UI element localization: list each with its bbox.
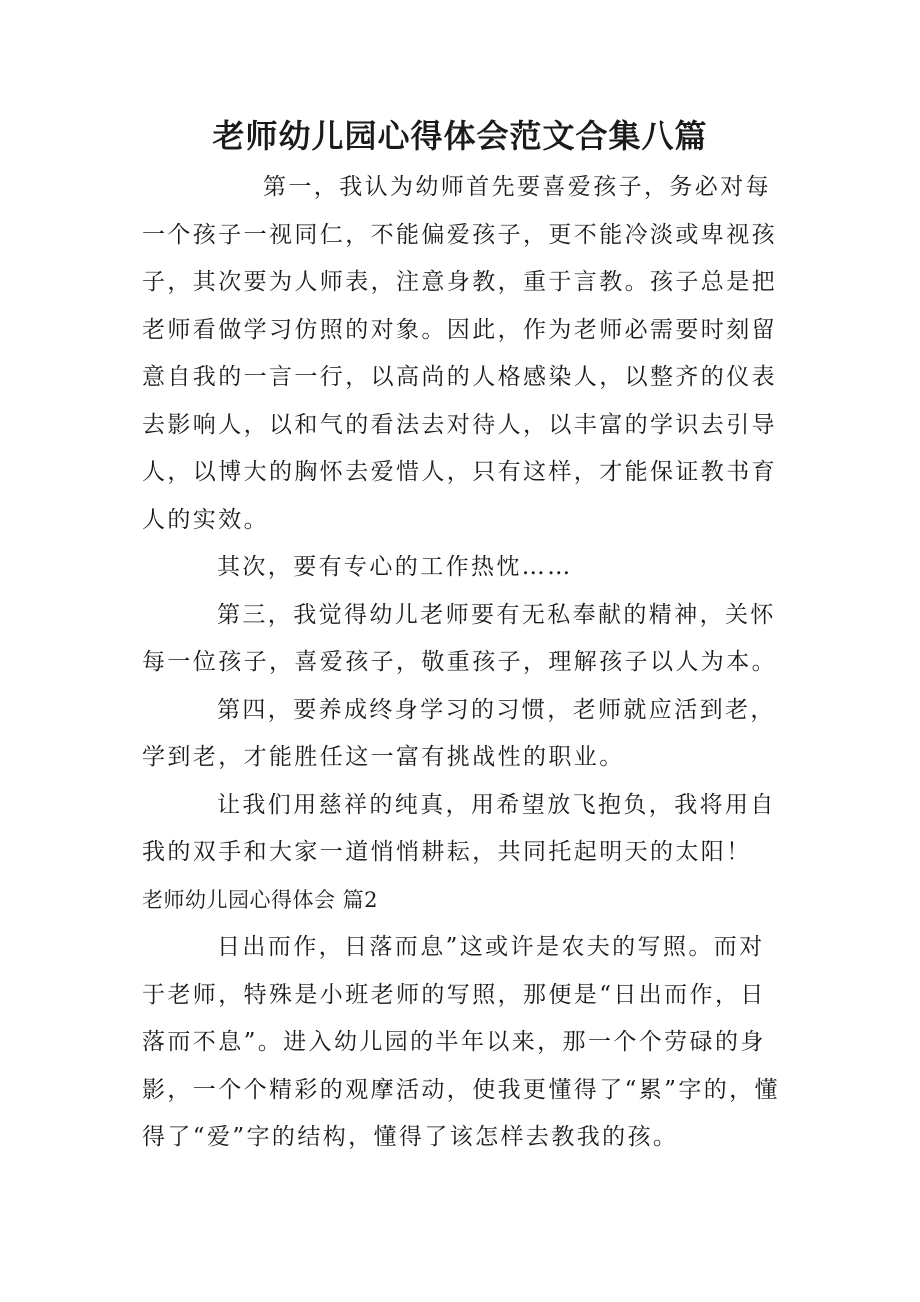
paragraph-5: 让我们用慈祥的纯真，用希望放飞抱负，我将用自我的双手和大家一道悄悄耕耘，共同托起明天的太阳！: [142, 791, 776, 865]
paragraph-2: 其次，要有专心的工作热忱……: [217, 554, 573, 580]
paragraph-3: 第三，我觉得幼儿老师要有无私奉献的精神，关怀每一位孩子，喜爱孩子，敬重孩子，理解孩子以人为本。: [142, 601, 777, 675]
section-paragraph-1: 日出而作，日落而息”这或许是农夫的写照。而对于老师，特殊是小班老师的写照，那便是“日出而作，日落而不息”。进入幼儿园的半年以来，那一个个劳碌的身影，一个个精彩的观摩活动，使我更懂得了“累”字的，懂得了“爱”字的结构，懂得了该怎样去教我的孩。: [142, 934, 780, 1150]
section-heading: 老师幼儿园心得体会 篇2: [142, 887, 379, 912]
paragraph-1: 第一，我认为幼师首先要喜爱孩子，务必对每一个孩子一视同仁，不能偏爱孩子，更不能冷淡或卑视孩子，其次要为人师表，注意身教，重于言教。孩子总是把老师看做学习仿照的对象。因此，作为老师必需要时刻留意自我的一言一行，以高尚的人格感染人，以整齐的仪表去影响人，以和气的看法去对待人，以丰富的学识去引导人，以博大的胸怀去爱惜人，只有这样，才能保证教书育人的实效。: [142, 174, 777, 533]
document-title: 老师幼儿园心得体会范文合集八篇: [212, 117, 708, 155]
paragraph-4: 第四，要养成终身学习的习惯，老师就应活到老，学到老，才能胜任这一富有挑战性的职业。: [142, 696, 776, 770]
document-body: [142, 164, 782, 1162]
